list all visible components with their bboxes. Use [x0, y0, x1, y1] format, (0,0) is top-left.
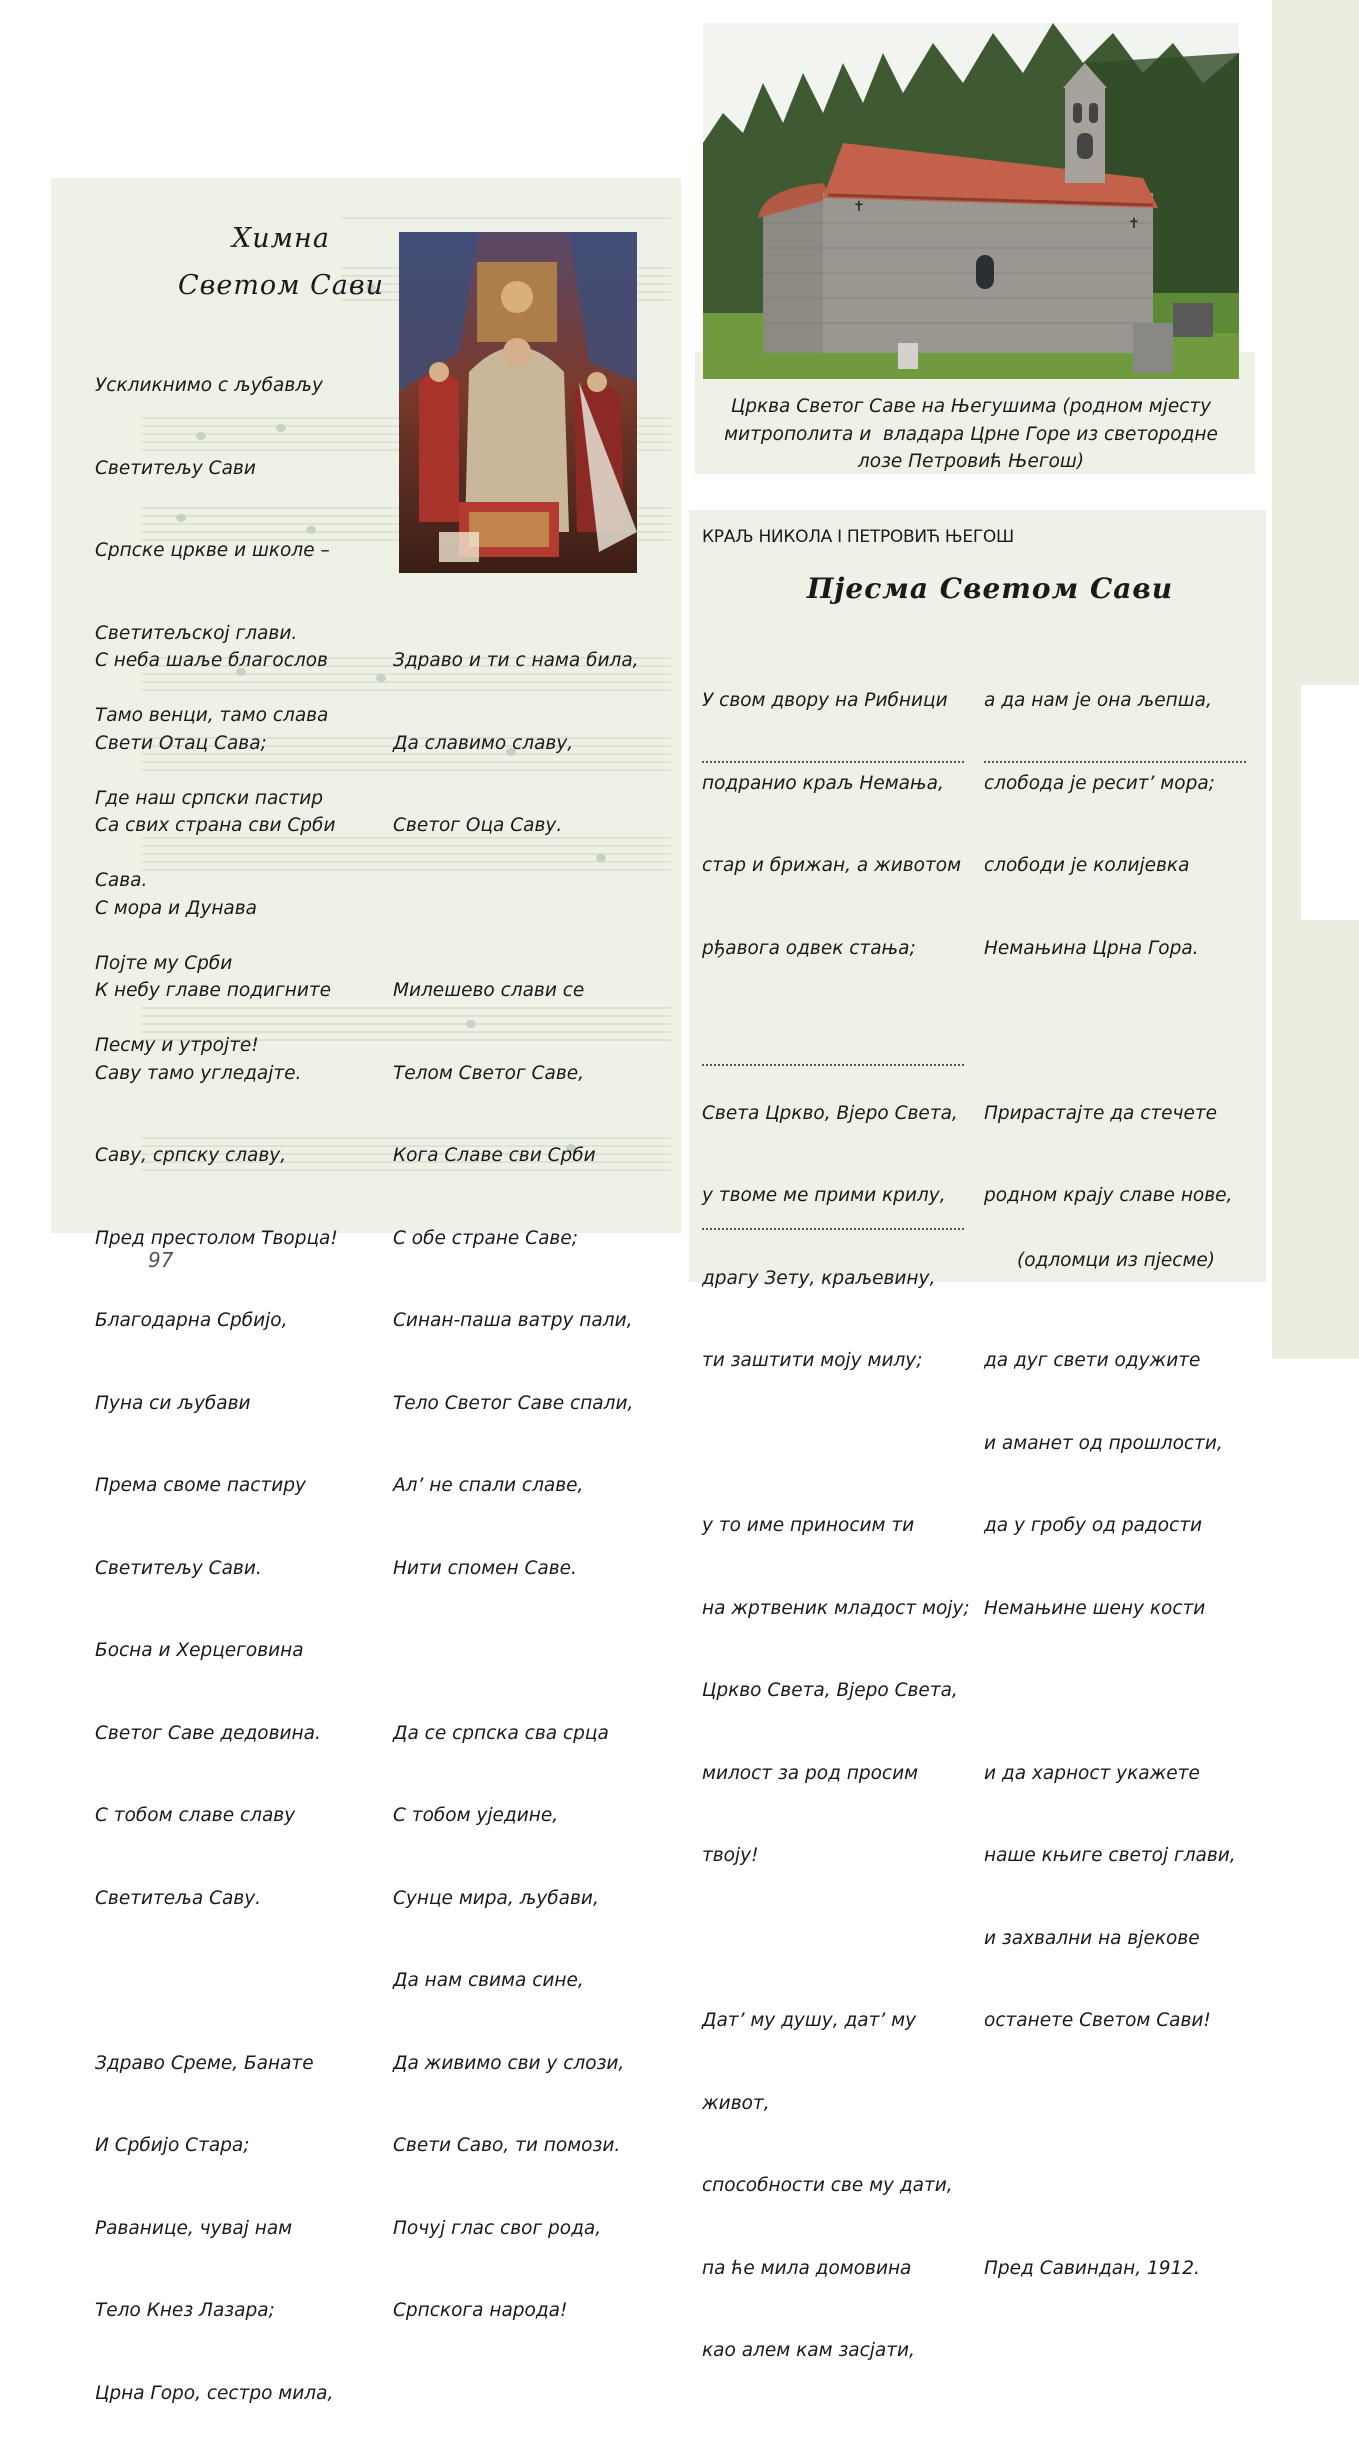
verse-line: Ускликнимо с љубављу — [95, 375, 323, 396]
verse-line: па ће мила домовина — [702, 2257, 912, 2279]
dotted-separator — [702, 1228, 964, 1230]
verse-line: Црна Горо, сестро мила, — [95, 2382, 334, 2404]
verse-line: Здраво и ти с нама била, — [393, 650, 639, 671]
verse-line: Да живимо сви у слози, — [393, 2052, 625, 2074]
verse-line: С обе стране Саве; — [393, 1227, 578, 1249]
church-photo — [703, 23, 1239, 379]
verse-line: Појте му Срби — [95, 952, 233, 974]
verse-line: Здраво Среме, Банате — [95, 2052, 314, 2074]
verse-line: Тело Кнез Лазара; — [95, 2300, 275, 2321]
verse-line: твоју! — [702, 1845, 759, 1866]
verse-line: способности све му дати, — [702, 2175, 953, 2196]
verse-line: слободи је колијевка — [984, 855, 1190, 876]
hymn-title-line1: Химна — [232, 223, 330, 254]
verse-line: и да харност укажете — [984, 1762, 1200, 1784]
verse-line: Светог Оца Саву. — [393, 815, 563, 836]
verse-line: Да славимо славу, — [393, 732, 574, 754]
verse-line: Ал’ не спали славе, — [393, 1475, 584, 1496]
verse-line: Милешево слави се — [393, 980, 585, 1001]
svg-text:✝: ✝ — [853, 199, 865, 215]
song-column-right — [984, 632, 1236, 2310]
svg-text:✝: ✝ — [1128, 216, 1140, 232]
verse-line: живот, — [702, 2092, 770, 2114]
verse-line: Светитељу Сави — [95, 457, 256, 479]
verse-line — [984, 1677, 1236, 1705]
dotted-separator — [702, 1064, 964, 1066]
verse-line: и аманет од прошлости, — [984, 1432, 1223, 1454]
verse-line: Пред престолом Творца! — [95, 1227, 338, 1249]
verse-line: у твоме ме прими крилу, — [702, 1185, 946, 1206]
right-margin-notch — [1301, 685, 1359, 920]
verse-line: Светитељу Сави. — [95, 1557, 262, 1579]
verse-line: Саву тамо угледајте. — [95, 1062, 302, 1084]
dotted-separator — [984, 761, 1246, 763]
verse-line: Пуна си љубави — [95, 1392, 251, 1414]
verse-line — [702, 1430, 970, 1458]
verse-line: да у гробу од радости — [984, 1515, 1203, 1536]
verse-line — [95, 1967, 338, 1995]
verse-line: У свом двору на Рибници — [702, 690, 948, 711]
verse-line: на жртвеник младост моју; — [702, 1597, 970, 1619]
verse-line: Нити спомен Саве. — [393, 1557, 577, 1579]
verse-line — [984, 2090, 1236, 2118]
hymn-column-left — [95, 592, 338, 2462]
verse-line: Босна и Херцеговина — [95, 1640, 304, 1661]
verse-line: Телом Светог Саве, — [393, 1062, 584, 1084]
verse-line: и захвални на вјекове — [984, 1927, 1200, 1949]
verse-line: рђавога одвек стања; — [702, 937, 916, 959]
song-title: Пјесма Светом Сави — [806, 572, 1174, 605]
verse-line: Тамо венци, тамо слава — [95, 705, 329, 726]
hymn-title-line2: Светом Сави — [177, 270, 385, 301]
verse-line — [393, 895, 639, 923]
verse-line: као алем кам засјати, — [702, 2340, 915, 2361]
verse-line: Према своме пастиру — [95, 1475, 306, 1496]
verse-line: у то име приносим ти — [702, 1515, 915, 1536]
verse-line — [702, 1017, 970, 1045]
source-note: (одломци из пјесме) — [1017, 1250, 1216, 1271]
verse-line: Сунце мира, љубави, — [393, 1887, 599, 1909]
verse-line: Благодарна Србијо, — [95, 1310, 288, 1331]
verse-line: наше књиге светој глави, — [984, 1845, 1236, 1866]
page-number: 97 — [148, 1248, 174, 1272]
verse-line: а да нам је она љепша, — [984, 690, 1212, 711]
verse-line: Пред Савиндан, 1912. — [984, 2257, 1200, 2279]
verse-line: Да се српска сва срца — [393, 1722, 609, 1744]
verse-line: Где наш српски пастир — [95, 787, 324, 809]
verse-line: И Србијо Стара; — [95, 2135, 250, 2156]
verse-line: Немањина Црна Гора. — [984, 937, 1199, 959]
verse-line — [984, 1017, 1236, 1045]
verse-line: Раванице, чувај нам — [95, 2217, 293, 2239]
verse-line: да дуг свети одужите — [984, 1350, 1201, 1371]
verse-line: С тобом уједине, — [393, 1805, 559, 1826]
verse-line: Свети Отац Сава; — [95, 732, 267, 754]
verse-line — [702, 1925, 970, 1953]
verse-line: стар и брижан, а животом — [702, 855, 962, 876]
verse-line: Тело Светог Саве спали, — [393, 1392, 634, 1414]
verse-line — [393, 1637, 639, 1665]
verse-line: Дат’ му душу, дат’ му — [702, 2010, 917, 2031]
verse-line: Синан-паша ватру пали, — [393, 1310, 633, 1331]
verse-line: Светитеља Саву. — [95, 1887, 262, 1909]
verse-line: подранио краљ Немања, — [702, 772, 944, 794]
verse-line: Саву, српску славу, — [95, 1145, 287, 1166]
verse-line: родном крају славе нове, — [984, 1185, 1233, 1206]
verse-line: Цркво Света, Вјеро Света, — [702, 1680, 958, 1701]
saint-sava-painting — [399, 232, 637, 573]
dotted-separator — [702, 761, 964, 763]
verse-line: Сава. — [95, 870, 148, 891]
photo-caption: Црква Светог Саве на Његушима (родном мјесту митрополита и владара Црне Горе из светородне лозе Петровић Његош) — [724, 396, 1218, 472]
verse-line: К небу главе подигните — [95, 980, 332, 1001]
song-author: КРАЉ НИКОЛА I ПЕТРОВИЋ ЊЕГОШ — [702, 527, 1014, 547]
verse-line: Почуј глас свог рода, — [393, 2217, 602, 2239]
verse-line: С тобом славе славу — [95, 1805, 296, 1826]
verse-line: Света Цркво, Вјеро Света, — [702, 1102, 958, 1124]
verse-line: Српске цркве и школе – — [95, 540, 330, 561]
verse-line: Свети Саво, ти помози. — [393, 2135, 621, 2156]
verse-line: Са свих страна сви Срби — [95, 815, 336, 836]
verse-line: Светитељској глави. — [95, 622, 298, 644]
hymn-column-right — [393, 592, 639, 2380]
verse-line: ти заштити моју милу; — [702, 1350, 923, 1371]
right-margin-strip — [1272, 0, 1359, 1359]
verse-line: С мора и Дунава — [95, 897, 258, 919]
verse-line: Српскога народа! — [393, 2300, 568, 2321]
verse-line: Песму и утројте! — [95, 1035, 259, 1056]
verse-line: С неба шаље благослов — [95, 650, 328, 671]
verse-line: драгу Зету, краљевину, — [702, 1267, 936, 1289]
verse-line: Немањине шену кости — [984, 1597, 1206, 1619]
verse-line — [984, 2172, 1236, 2200]
verse-line: Светог Саве дедовина. — [95, 1722, 321, 1744]
verse-line: Прирастајте да стечете — [984, 1102, 1218, 1124]
verse-line: Да нам свима сине, — [393, 1970, 584, 1991]
verse-line: милост за род просим — [702, 1762, 919, 1784]
song-column-left — [702, 632, 970, 2392]
verse-line: останете Светом Сави! — [984, 2010, 1211, 2031]
verse-line: слобода је ресит’ мора; — [984, 772, 1215, 794]
verse-line: Кога Славе сви Срби — [393, 1145, 596, 1166]
